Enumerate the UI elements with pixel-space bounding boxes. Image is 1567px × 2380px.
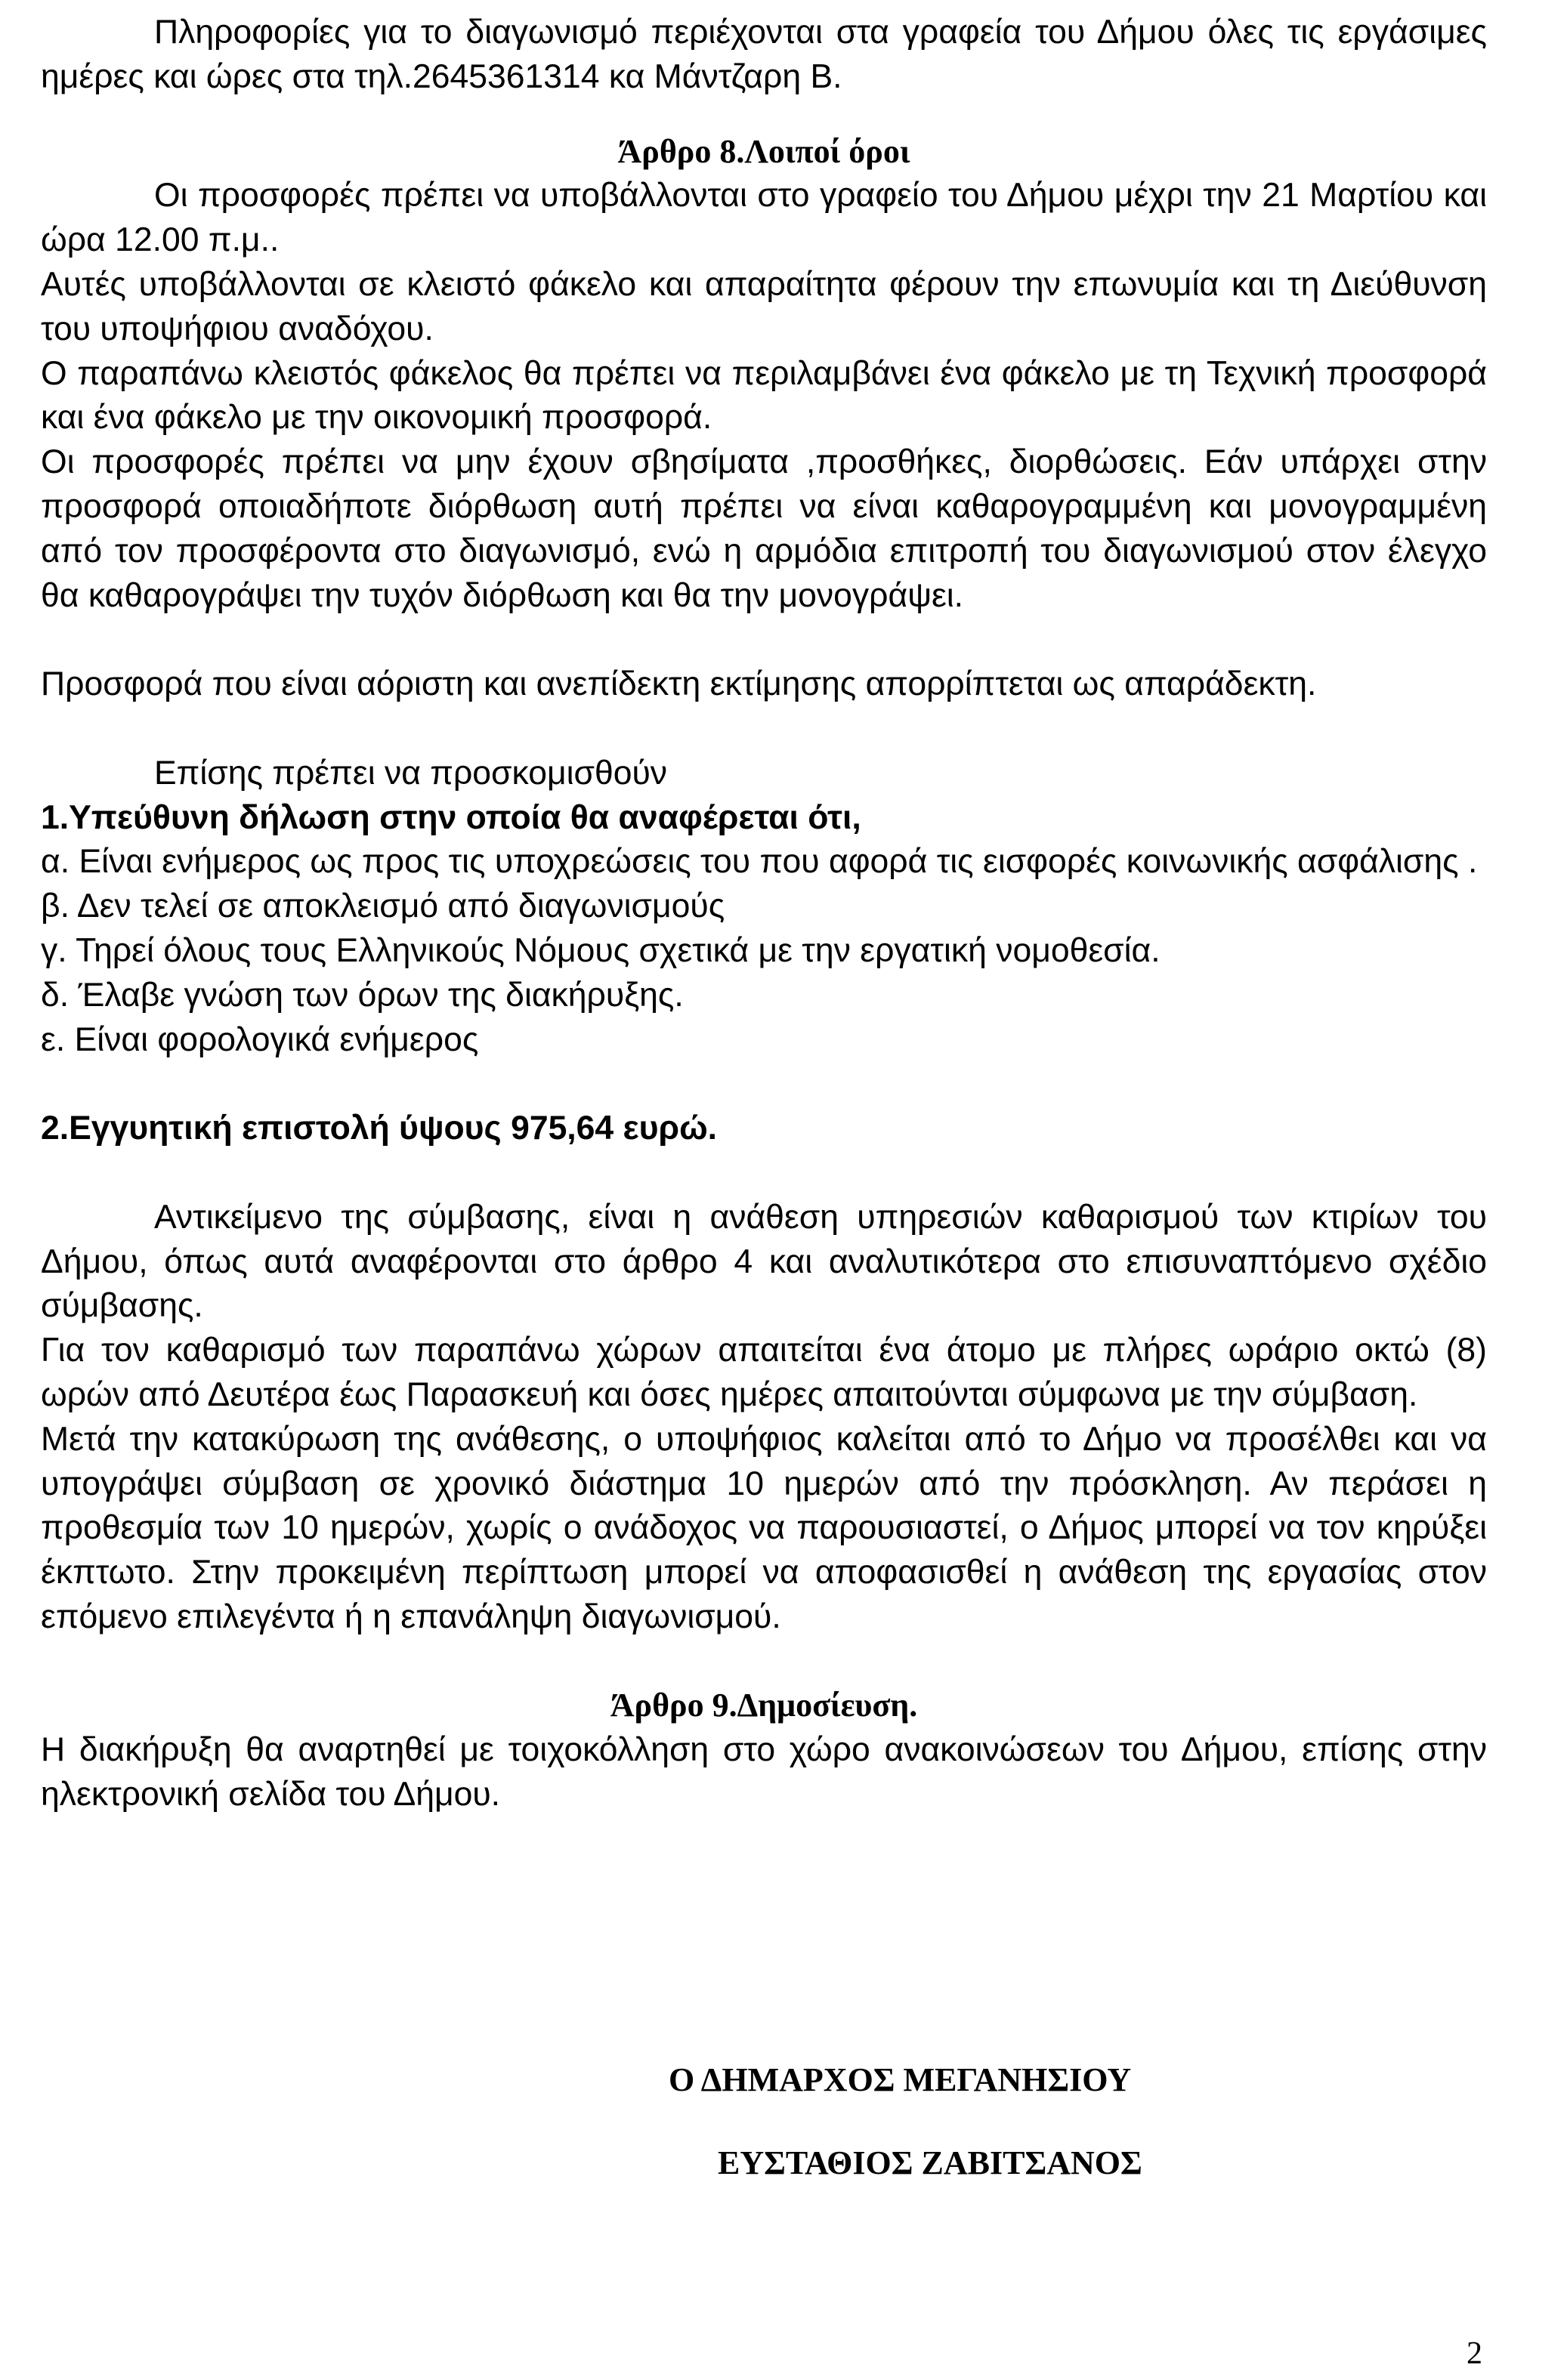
contract-signing-paragraph: Μετά την κατακύρωση της ανάθεσης, ο υποψήφιος καλείται από το Δήμο να προσέλθει και να υπογράψει σύμβαση σε χρονικό διάστημα 10 ημερών από την πρόσκληση. Αν περάσει η προθεσμία των 10 ημερών, χωρίς ο ανάδοχος να παρουσιαστεί, ο Δήμος μπορεί να τον κηρύξει έκπτωτο. Στην προκειμένη περίπτωση μπορεί να αποφασισθεί η ανάθεση της εργασίας στον επόμενο επιλεγέντα ή η επανάληψη διαγωνισμού. [41,1420,1487,1635]
publication-paragraph: Η διακήρυξη θα αναρτηθεί με τοιχοκόλληση στο χώρο ανακοινώσεων του Δήμου, επίσης στην ηλεκτρονική σελίδα του Δήμου. [41,1731,1487,1814]
declaration-item-c: γ. Τηρεί όλους τους Ελληνικούς Νόμους σχετικά με την εργατική νομοθεσία. [41,931,1161,969]
corrections-paragraph: Οι προσφορές πρέπει να μην έχουν σβησίματα ,προσθήκες, διορθώσεις. Εάν υπάρχει στην προσφορά οποιαδήποτε διόρθωση αυτή πρέπει να είναι καθαρογραμμένη και μονογραμμένη από τον προσφέροντα στο διαγωνισμό, ενώ η αρμόδια επιτροπή του διαγωνισμού στον έλεγχο θα καθαρογράψει την τυχόν διόρθωση και θα την μονογράψει. [41,443,1487,614]
declaration-title: 1.Υπεύθυνη δήλωση στην οποία θα αναφέρεται ότι, [41,798,861,836]
guarantee-letter-line: 2.Εγγυητική επιστολή ύψους 975,64 ευρώ. [41,1110,718,1147]
also-required-line: Επίσης πρέπει να προσκομισθούν [154,754,668,792]
mayor-name: ΕΥΣΤΑΘΙΟΣ ΖΑΒΙΤΣΑΝΟΣ [718,2144,1142,2181]
document-page [41,11,1487,1817]
declaration-item-d: δ. Έλαβε γνώση των όρων της διακήρυξης. [41,976,684,1014]
declaration-item-a: α. Είναι ενήμερος ως προς τις υποχρεώσεις του που αφορά τις εισφορές κοινωνικής ασφάλισης . [41,843,1478,881]
sealed-envelope-paragraph: Αυτές υποβάλλονται σε κλειστό φάκελο και απαραίτητα φέρουν την επωνυμία και τη Διεύθυνση του υποψήφιου αναδόχου. [41,265,1487,347]
contract-subject-paragraph: Αντικείμενο της σύμβασης, είναι η ανάθεση υπηρεσιών καθαρισμού των κτιρίων του Δήμου, όπως αυτά αναφέρονται στο άρθρο 4 και αναλυτικότερα στο επισυναπτόμενο σχέδιο σύμβασης. [41,1198,1487,1325]
page-number: 2 [1467,2336,1482,2371]
envelope-contents-paragraph: Ο παραπάνω κλειστός φάκελος θα πρέπει να περιλαμβάνει ένα φάκελο με τη Τεχνική προσφορά και ένα φάκελο με την οικονομική προσφορά. [41,354,1487,437]
vague-offer-paragraph: Προσφορά που είναι αόριστη και ανεπίδεκτη εκτίμησης απορρίπτεται ως απαράδεκτη. [41,665,1317,703]
staffing-paragraph: Για τον καθαρισμό των παραπάνω χώρων απαιτείται ένα άτομο με πλήρες ωράριο οκτώ (8) ωρών από Δευτέρα έως Παρασκευή και όσες ημέρες απαιτούνται σύμφωνα με την σύμβαση. [41,1332,1487,1413]
contact-info-paragraph: Πληροφορίες για το διαγωνισμό περιέχονται στα γραφεία του Δήμου όλες τις εργάσιμες ημέρες και ώρες στα τηλ.2645361314 κα Μάντζαρη Β. [41,14,1487,95]
mayor-title: Ο ΔΗΜΑΡΧΟΣ ΜΕΓΑΝΗΣΙΟΥ [669,2061,1132,2098]
declaration-item-b: β. Δεν τελεί σε αποκλεισμό από διαγωνισμούς [41,887,725,925]
article-8-heading: Άρθρο 8.Λοιποί όροι [617,132,910,170]
declaration-item-e: ε. Είναι φορολογικά ενήμερος [41,1020,479,1058]
offers-deadline-paragraph: Οι προσφορές πρέπει να υποβάλλονται στο γραφείο του Δήμου μέχρι την 21 Μαρτίου και ώρα 12.00 π.μ.. [41,177,1487,259]
article-9-heading: Άρθρο 9.Δημοσίευση. [610,1687,918,1724]
